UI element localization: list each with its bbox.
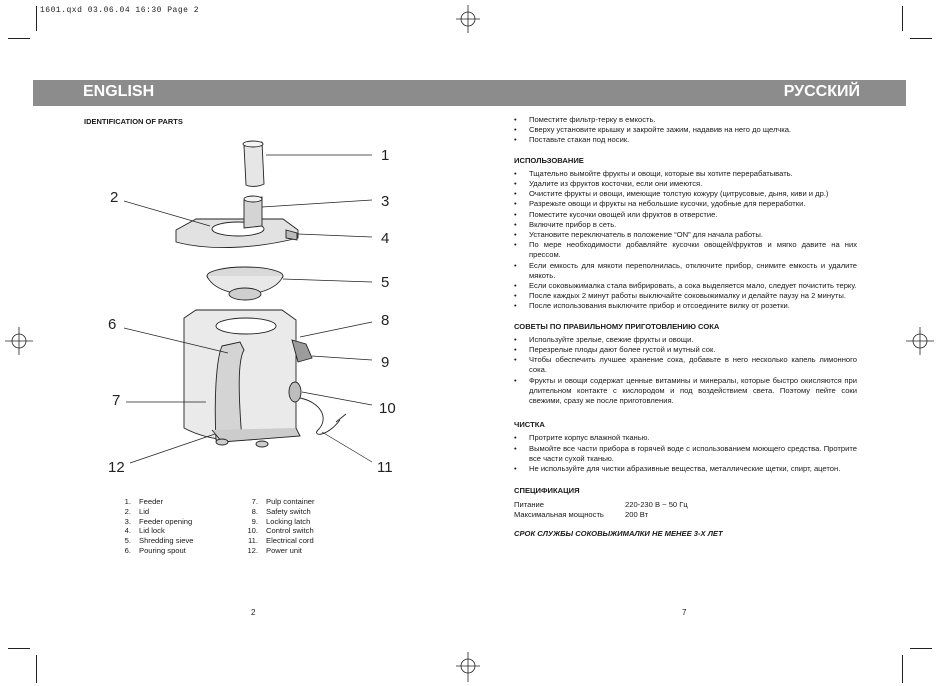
callout-7: 7 [112,392,121,409]
callout-6: 6 [108,316,117,333]
spec-label: Максимальная мощность [514,509,604,519]
page-number-left: 2 [251,608,256,617]
parts-list-item: 5. Shredding sieve [124,536,194,546]
list-item: • Тщательно вымойте фрукты и овощи, которые вы хотите перерабатывать. [514,169,857,179]
crop-mark [36,655,37,683]
crop-mark [8,38,30,39]
feeder-drawing [243,141,264,186]
callout-8: 8 [381,312,390,329]
page-number-right: 7 [682,608,687,617]
russian-text-column [514,115,857,539]
list-item: • Поместите фильтр-терку в емкость. [514,115,857,125]
parts-list-item: 2. Lid [124,506,150,516]
body-drawing [184,310,346,447]
list-item: • Если емкость для мякоти переполнилась, отключите прибор, снимите емкость и удалите мякоть. [514,261,857,281]
list-item: • Очистите фрукты и овощи, имеющие толстую кожуру (цитрусовые, дыня, киви и др.) [514,189,857,199]
list-item: • После каждых 2 минут работы выключайте соковыжималку и делайте паузу на 2 минуты. [514,291,857,301]
spec-label: Питание [514,499,544,509]
heading-cleaning: ЧИСТКА [514,420,545,430]
list-item: • Удалите из фруктов косточки, если они имеются. [514,179,857,189]
list-item: • Вымойте все части прибора в горячей воде с использованием моющего средства. Протрите все части сухой тканью. [514,444,857,464]
juicer-diagram [95,128,415,478]
parts-list-item: 4. Lid lock [124,526,165,536]
parts-list-item: 3. Feeder opening [124,516,193,526]
heading-tips: СОВЕТЫ ПО ПРАВИЛЬНОМУ ПРИГОТОВЛЕНИЮ СОКА [514,321,720,331]
list-item: • Фрукты и овощи содержат ценные витамины и минералы, которые быстро окисляются при длительном контакте с кислородом и под воздействием света. Поэтому пейте соки свежими, сразу же после приготовления. [514,376,857,407]
registration-mark-top [456,5,480,33]
list-item: • После использования выключите прибор и отсоедините вилку от розетки. [514,301,857,311]
file-meta-line: 1601.qxd 03.06.04 16:30 Page 2 [40,6,200,15]
registration-mark-bottom [456,652,480,682]
parts-list-item: 8. Safety switch [251,506,311,516]
list-item: • По мере необходимости добавляйте кусочки овощей/фруктов и мягко давите на них прессом. [514,240,857,260]
list-item: • Разрежьте овощи и фрукты на небольшие кусочки, удобные для переработки. [514,199,857,209]
list-item: • Не используйте для чистки абразивные вещества, металлические щетки, спирт, ацетон. [514,464,857,474]
callout-11: 11 [377,459,393,476]
spec-value: 200 Вт [625,509,649,519]
heading-usage: ИСПОЛЬЗОВАНИЕ [514,155,584,165]
list-item: • Используйте зрелые, свежие фрукты и овощи. [514,335,857,345]
parts-list-col1 [116,497,193,556]
list-item: • Поставьте стакан под носик. [514,135,857,145]
list-item: • Если соковыжималка стала вибрировать, а сока выделяется мало, следует почистить терку. [514,281,857,291]
crop-mark [36,6,37,31]
usage-list [514,169,857,312]
callout-4: 4 [381,230,390,247]
crop-mark [8,648,30,649]
list-item: • Включите прибор в сеть. [514,220,857,230]
registration-mark-left [5,327,33,355]
callout-12: 12 [108,459,125,476]
parts-list-col2 [243,497,315,556]
parts-list-item: 6. Pouring spout [124,545,186,555]
callout-9: 9 [381,354,390,371]
banner-english: ENGLISH [83,83,155,100]
heading-specification: СПЕЦИФИКАЦИЯ [514,486,580,496]
parts-list-item: 1. Feeder [124,497,164,506]
callout-10: 10 [379,400,396,417]
crop-mark [910,38,932,39]
crop-mark [910,648,932,649]
crop-mark [902,6,903,31]
tips-list [514,335,857,406]
parts-list-item: 7. Pulp container [251,497,315,506]
language-banner [33,80,906,106]
crop-mark [902,655,903,683]
spec-value: 220-230 В ~ 50 Гц [625,499,688,509]
callout-3: 3 [381,193,390,210]
parts-list-item: 10. Control switch [247,526,314,536]
list-item: • Чтобы обеспечить лучшее хранение сока, добавьте в него несколько капель лимонного сока. [514,355,857,375]
spec-row [514,510,857,520]
callout-5: 5 [381,274,390,291]
section-title-identification: IDENTIFICATION OF PARTS [84,117,183,126]
list-item: • Установите переключатель в положение “ON” для начала работы. [514,230,857,240]
list-item: • Протрите корпус влажной тканью. [514,433,857,443]
warranty-note: СРОК СЛУЖБЫ СОКОВЫЖИМАЛКИ НЕ МЕНЕЕ 3-Х ЛЕТ [514,528,723,538]
parts-list-item: 9. Locking latch [251,516,311,526]
list-item: • Поместите кусочки овощей или фруктов в отверстие. [514,210,857,220]
parts-list-item: 12. Power unit [247,545,302,555]
intro-list [514,115,857,146]
banner-russian: РУССКИЙ [783,83,860,100]
spec-row [514,500,857,510]
callout-2: 2 [110,189,119,206]
sieve-drawing [207,267,283,300]
list-item: • Сверху установите крышку и закройте зажим, надавив на него до щелчка. [514,125,857,135]
callout-1: 1 [381,147,390,164]
cleaning-list [514,433,857,474]
registration-mark-right [906,327,934,355]
parts-list-item: 11. Electrical cord [248,536,314,546]
list-item: • Перезрелые плоды дают более густой и мутный сок. [514,345,857,355]
